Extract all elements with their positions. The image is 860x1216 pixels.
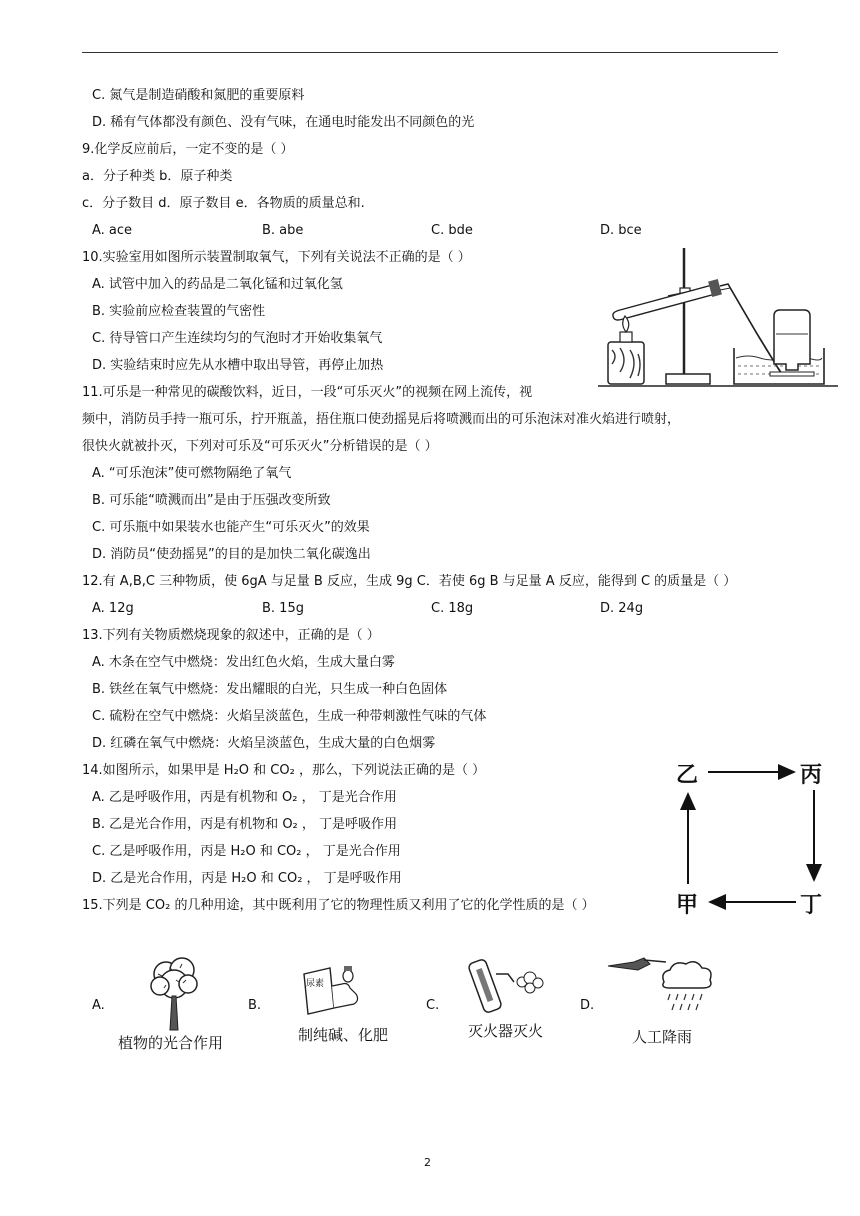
q13-option-c: C. 硫粉在空气中燃烧：火焰呈淡蓝色，生成一种带刺激性气味的气体 (92, 709, 487, 724)
urea-label: 尿素 (306, 979, 325, 989)
q11-stem-line-3: 很快火就被扑灭，下列对可乐及“可乐灭火”分析错误的是（ ） (82, 439, 438, 454)
header-rule (82, 52, 778, 53)
node-ding: 丁 (800, 892, 823, 918)
caption-artificial-rain: 人工降雨 (632, 1028, 693, 1046)
q8-option-d: D. 稀有气体都没有颜色、没有气味，在通电时能发出不同颜色的光 (92, 115, 475, 130)
q12-option-a: A. 12g (92, 601, 134, 616)
q13-stem: 13.下列有关物质燃烧现象的叙述中，正确的是（ ） (82, 628, 380, 643)
q10-option-c: C. 待导管口产生连续均匀的气泡时才开始收集氧气 (92, 331, 383, 346)
q11-stem-line-2: 频中，消防员手持一瓶可乐，拧开瓶盖，捂住瓶口使劲摇晃后将喷溅而出的可乐泡沫对准火焰进行喷射， (82, 412, 681, 427)
q12-option-b: B. 15g (262, 601, 304, 616)
q10-option-b: B. 实验前应检查装置的气密性 (92, 304, 266, 319)
caption-soda-fertilizer: 制纯碱、化肥 (298, 1026, 389, 1044)
q11-option-a: A. “可乐泡沫”使可燃物隔绝了氧气 (92, 466, 292, 481)
q9-option-d: D. bce (600, 223, 642, 238)
q14-option-d: D. 乙是光合作用，丙是 H₂O 和 CO₂ ， 丁是呼吸作用 (92, 871, 402, 886)
node-bing: 丙 (800, 762, 823, 788)
q13-option-a: A. 木条在空气中燃烧：发出红色火焰，生成大量白雾 (92, 655, 395, 670)
q11-option-b: B. 可乐能“喷溅而出”是由于压强改变所致 (92, 493, 331, 508)
fire-extinguisher-icon (458, 956, 552, 1018)
q15-option-c-letter: C. (426, 998, 440, 1013)
q15-option-b-letter: B. (248, 998, 262, 1013)
q15-option-a-letter: A. (92, 998, 105, 1013)
q10-option-d: D. 实验结束时应先从水槽中取出导管，再停止加热 (92, 358, 384, 373)
q8-option-c: C. 氮气是制造硝酸和氮肥的重要原料 (92, 88, 305, 103)
cycle-arrows (668, 756, 838, 916)
oxygen-apparatus-figure (598, 246, 838, 388)
node-yi: 乙 (676, 762, 699, 788)
caption-extinguisher: 灭火器灭火 (468, 1022, 544, 1040)
q14-option-b: B. 乙是光合作用，丙是有机物和 O₂ ， 丁是呼吸作用 (92, 817, 398, 832)
q10-option-a: A. 试管中加入的药品是二氧化锰和过氧化氢 (92, 277, 343, 292)
fertilizer-bag-icon (298, 964, 364, 1020)
q11-stem-line-1: 11.可乐是一种常见的碳酸饮料，近日，一段“可乐灭火”的视频在网上流传，视 (82, 385, 533, 400)
q15-option-d-letter: D. (580, 998, 595, 1013)
q15-stem: 15.下列是 CO₂ 的几种用途，其中既利用了它的物理性质又利用了它的化学性质的是（ ） (82, 898, 595, 913)
cycle-diagram (668, 756, 838, 916)
q9-items-1: a．分子种类 b．原子种类 (82, 169, 233, 184)
q13-option-d: D. 红磷在氧气中燃烧：火焰呈淡蓝色，生成大量的白色烟雾 (92, 736, 436, 751)
rain-cloud-icon (604, 952, 720, 1016)
q11-option-c: C. 可乐瓶中如果装水也能产生“可乐灭火”的效果 (92, 520, 370, 535)
q9-items-2: c．分子数目 d．原子数目 e．各物质的质量总和. (82, 196, 365, 211)
q12-option-c: C. 18g (431, 601, 474, 616)
q14-option-a: A. 乙是呼吸作用，丙是有机物和 O₂ ， 丁是光合作用 (92, 790, 397, 805)
node-jia: 甲 (676, 892, 699, 918)
tree-icon (148, 954, 200, 1034)
q14-option-c: C. 乙是呼吸作用，丙是 H₂O 和 CO₂ ， 丁是光合作用 (92, 844, 401, 859)
q9-option-b: B. abe (262, 223, 304, 238)
q11-option-d: D. 消防员“使劲摇晃”的目的是加快二氧化碳逸出 (92, 547, 371, 562)
q12-option-d: D. 24g (600, 601, 644, 616)
q9-stem: 9.化学反应前后，一定不变的是（ ） (82, 142, 294, 157)
q9-option-c: C. bde (431, 223, 473, 238)
q13-option-b: B. 铁丝在氧气中燃烧：发出耀眼的白光，只生成一种白色固体 (92, 682, 448, 697)
q14-stem: 14.如图所示，如果甲是 H₂O 和 CO₂ ，那么，下列说法正确的是（ ） (82, 763, 486, 778)
page-number: 2 (424, 1156, 431, 1169)
q9-option-a: A. ace (92, 223, 133, 238)
q12-stem: 12.有 A,B,C 三种物质，使 6gA 与足量 B 反应，生成 9g C．若使 6g B 与足量 A 反应，能得到 C 的质量是（ ） (82, 574, 737, 589)
q10-stem: 10.实验室用如图所示装置制取氧气，下列有关说法不正确的是（ ） (82, 250, 471, 265)
caption-photosynthesis: 植物的光合作用 (118, 1034, 224, 1052)
